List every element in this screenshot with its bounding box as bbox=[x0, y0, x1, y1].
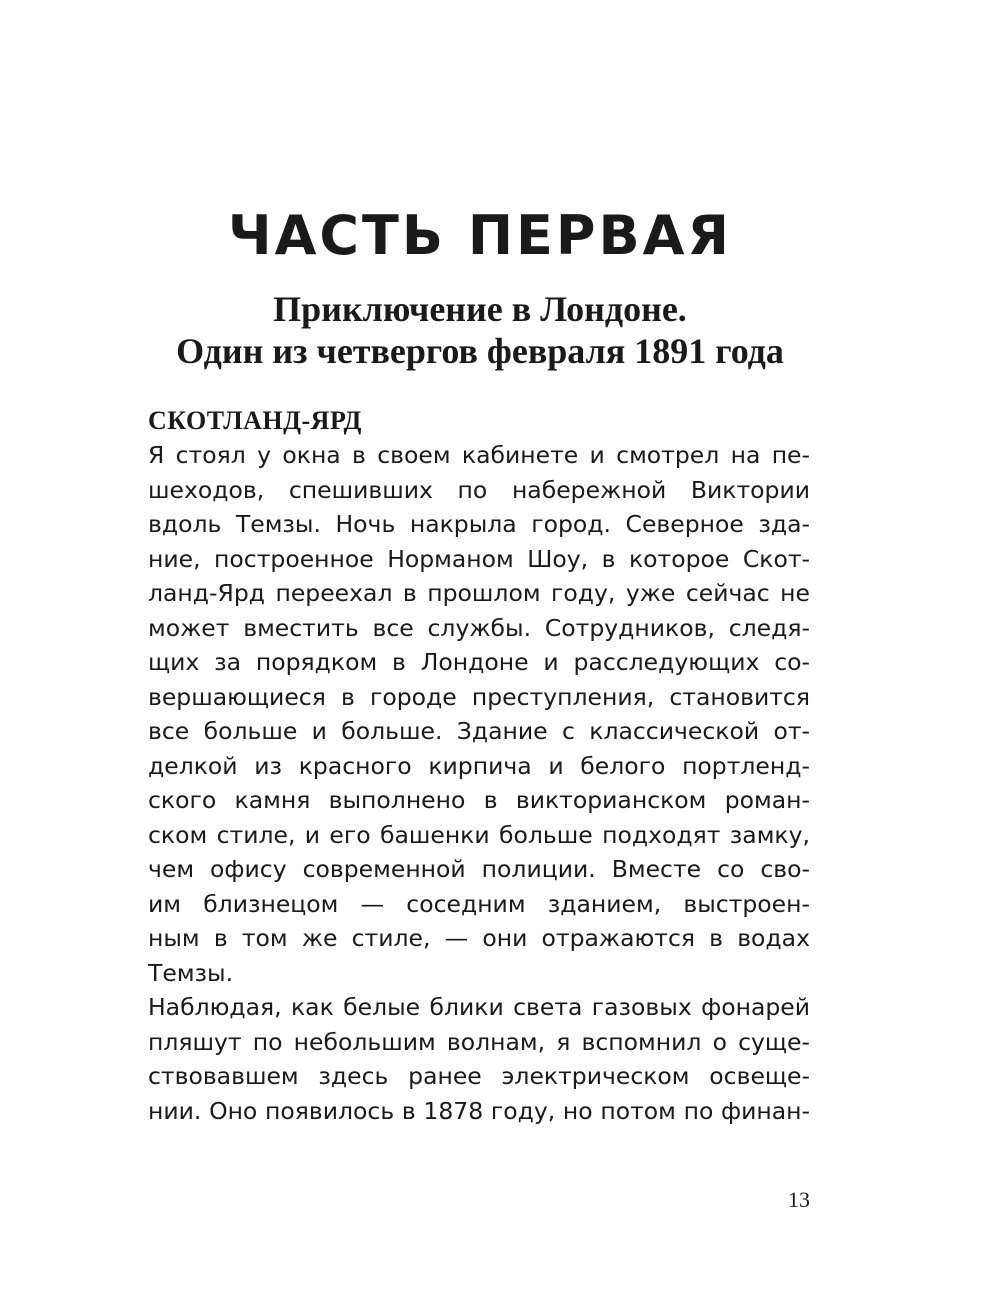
text-line: вдоль Темзы. Ночь накрыла город. Северное зда- bbox=[148, 510, 810, 538]
text-line: ланд-Ярд переехал в прошлом году, уже сейчас не bbox=[148, 579, 810, 607]
part-title: ЧАСТЬ ПЕРВАЯ bbox=[227, 204, 733, 267]
text-line: щих за порядком в Лондоне и расследующих со- bbox=[148, 648, 810, 676]
text-line: Темзы. bbox=[148, 958, 234, 987]
text-line: все больше и больше. Здание с классической от- bbox=[148, 717, 810, 745]
body-text bbox=[148, 438, 810, 1128]
text-line: Я стоял у окна в своем кабинете и смотрел на пе- bbox=[148, 441, 810, 469]
text-line: ным в том же стиле, — они отражаются в водах bbox=[148, 924, 810, 952]
text-line: может вместить все службы. Сотрудников, следя- bbox=[148, 613, 810, 642]
text-line: Наблюдая, как белые блики света газовых фонарей bbox=[148, 993, 810, 1021]
text-line: пляшут по небольшим волнам, я вспомнил о суще- bbox=[148, 1027, 810, 1056]
text-line: ского камня выполнено в викторианском роман- bbox=[148, 786, 810, 814]
chapter-title-line-2: Один из четвергов февраля 1891 года bbox=[176, 331, 784, 371]
paragraph bbox=[148, 438, 810, 990]
section-heading: СКОТЛАНД-ЯРД bbox=[148, 406, 362, 435]
text-line: вершающиеся в городе преступления, становится bbox=[148, 682, 810, 711]
text-line: делкой из красного кирпича и белого портленд- bbox=[148, 751, 810, 780]
text-line: им близнецом — соседним зданием, выстроен- bbox=[148, 889, 810, 918]
chapter-title bbox=[0, 288, 960, 372]
text-line: ствовавшем здесь ранее электрическом освеще- bbox=[148, 1062, 810, 1090]
text-line: ском стиле, и его башенки больше подходят замку, bbox=[148, 820, 810, 849]
text-line: чем офису современной полиции. Вместе со сво- bbox=[148, 855, 810, 883]
text-line: нии. Оно появилось в 1878 году, но потом по финан- bbox=[148, 1096, 810, 1125]
text-line: шеходов, спешивших по набережной Виктории bbox=[148, 475, 810, 504]
chapter-title-line-1: Приключение в Лондоне. bbox=[273, 289, 687, 329]
paragraph bbox=[148, 990, 810, 1128]
text-line: ние, построенное Норманом Шоу, в которое Скот- bbox=[148, 544, 810, 573]
page-number: 13 bbox=[788, 1187, 810, 1212]
